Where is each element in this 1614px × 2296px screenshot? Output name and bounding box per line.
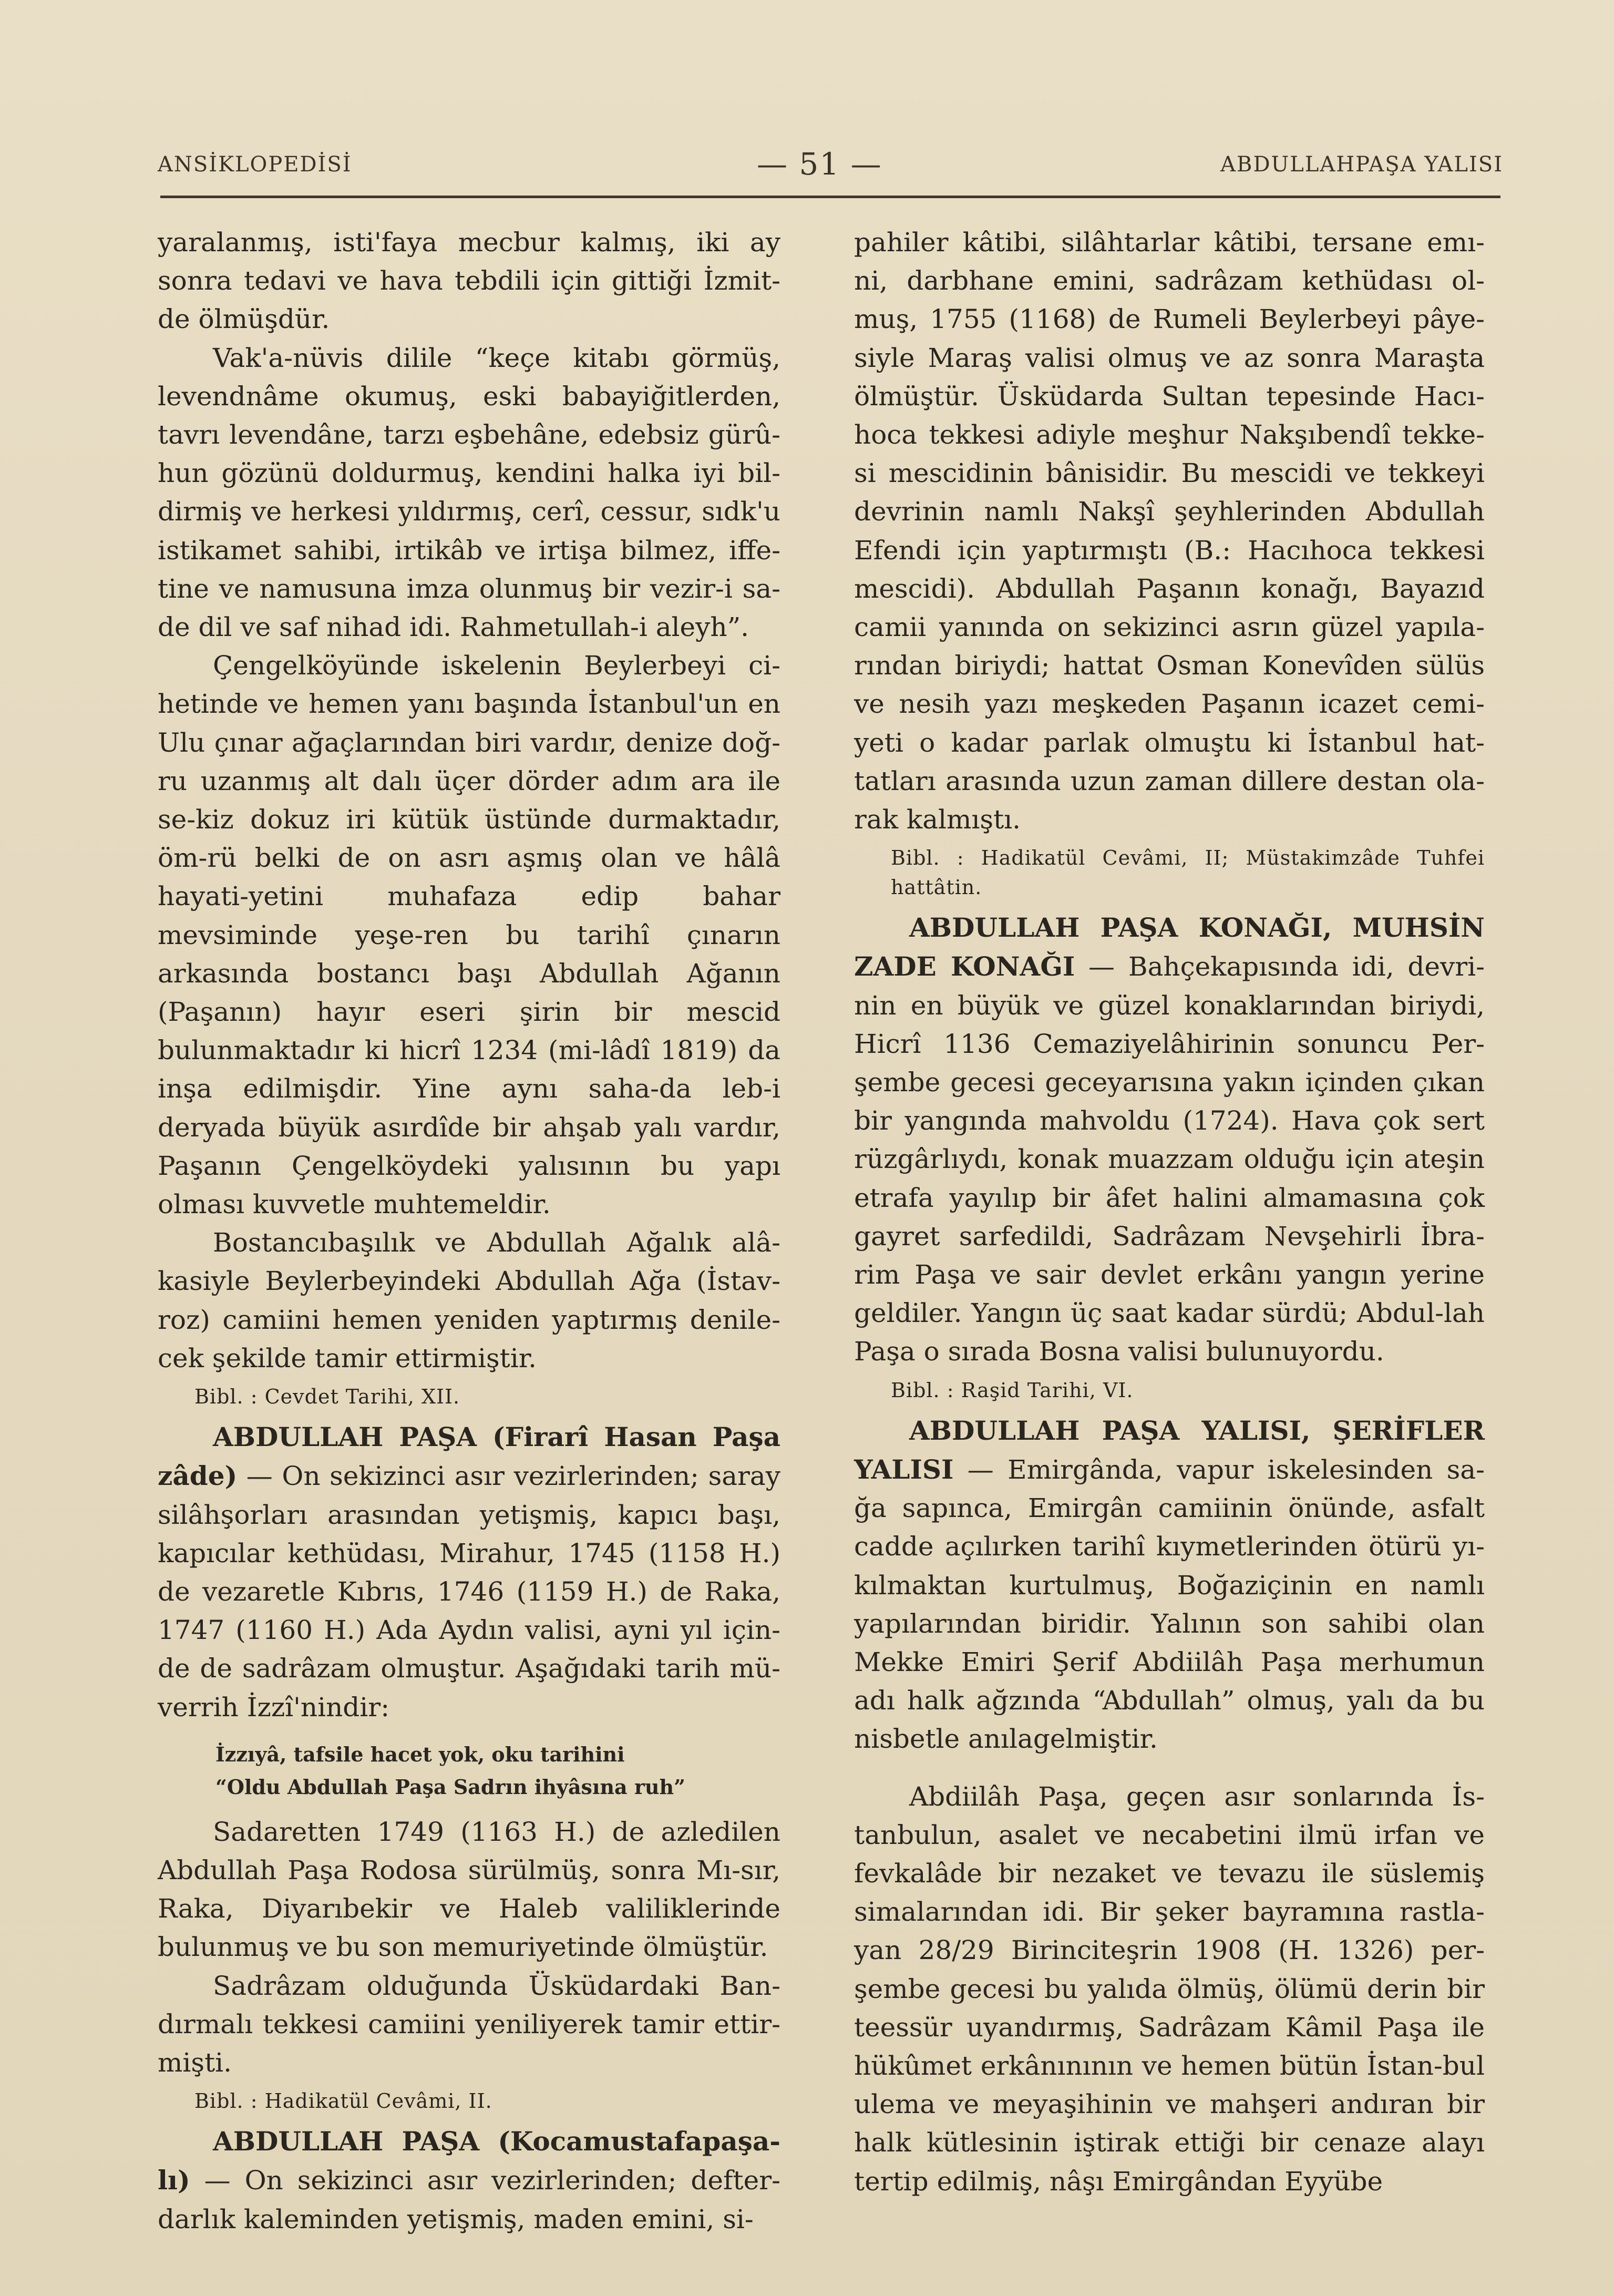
right-column bbox=[854, 223, 1485, 2201]
page-number: — 51 — bbox=[757, 146, 882, 182]
paragraph: Vak'a-nüvis dilile “keçe kitabı görmüş, levendnâme okumuş, eski babayiğitlerden, tavrı levendâne, tarzı eşbehâne, edebsiz gürû-hun gözünü doldurmuş, kendini halka iyi bil-dirmiş ve herkesi yıldırmış, cerî, cessur, sıdk'u istikamet sahibi, irtikâb ve irtişa bilmez, iffe-tine ve namusuna imza olunmuş bir vezir-i sa-de dil ve saf nihad idi. Rahmetullah-i aleyh”. bbox=[158, 342, 780, 643]
paragraph: Bostancıbaşılık ve Abdullah Ağalık alâ-kasiyle Beylerbeyindeki Abdullah Ağa (İstav-roz) camiini hemen yeniden yaptırmış denile-cek şekilde tamir ettirmiştir. bbox=[158, 1227, 780, 1374]
entry-abdullah-pasa-kocamustafapasali bbox=[158, 2122, 780, 2239]
bibliography: Bibl. : Hadikatül Cevâmi, II; Müstakimzâde Tuhfei hattâtin. bbox=[891, 846, 1485, 899]
entry-body: — Emirgânda, vapur iskelesinden sa-ğa sapınca, Emirgân camiinin önünde, asfalt cadde açılırken tarihî kıymetlerinden ötürü yı-kılmaktan kurtulmuş, Boğaziçinin en namlı yapılarından biridir. Yalının son sahibi olan Mekke Emiri Şerif Abdiilâh Paşa merhumun adı halk ağzında “Abdullah” olmuş, yalı da bu nisbetle anılagelmiştir. bbox=[854, 1454, 1485, 1755]
entry-heading: ABDULLAH PAŞA (Kocamustafapaşa-lı) bbox=[158, 2126, 780, 2196]
bibliography: Bibl. : Cevdet Tarihi, XII. bbox=[194, 1385, 460, 1409]
verse-line: İzzıyâ, tafsile hacet yok, oku tarihini bbox=[215, 1742, 625, 1766]
spacer bbox=[854, 1759, 1485, 1778]
entry-abdullah-pasa-konagi bbox=[854, 908, 1485, 1371]
entry-heading: ABDULLAH PAŞA KONAĞI, MUHSİN ZADE KONAĞI bbox=[854, 912, 1485, 982]
header-rule bbox=[160, 196, 1500, 198]
entry-heading: ABDULLAH PAŞA (Firarî Hasan Paşa zâde) bbox=[158, 1421, 780, 1492]
paragraph: Sadaretten 1749 (1163 H.) de azledilen Abdullah Paşa Rodosa sürülmüş, sonra Mı-sır, Raka, Diyarıbekir ve Haleb valiliklerinde bulunmuş ve bu son memuriyetinde ölmüştür. bbox=[158, 1816, 780, 1963]
entry-abdullah-pasa-yalisi bbox=[854, 1411, 1485, 1759]
bibliography: Bibl. : Raşid Tarihi, VI. bbox=[891, 1378, 1134, 1402]
entry-heading: ABDULLAH PAŞA YALISI, ŞERİFLER YALISI bbox=[854, 1414, 1485, 1485]
paragraph: yaralanmış, isti'faya mecbur kalmış, iki ay sonra tedavi ve hava tebdili için gittiği İzmit-de ölmüşdür. bbox=[158, 227, 780, 335]
page-header bbox=[158, 146, 1503, 200]
entry-body: — On sekizinci asır vezirlerinden; saray silâhşorları arasından yetişmiş, kapıcı başı, kapıcılar kethüdası, Mirahur, 1745 (1158 H.) de vezaretle Kıbrıs, 1746 (1159 H.) de Raka, 1747 (1160 H.) Ada Aydın valisi, ayni yıl için-de de sadrâzam olmuştur. Aşağıdaki tarih mü-verrih İzzî'nindir: bbox=[158, 1461, 780, 1723]
bibliography: Bibl. : Hadikatül Cevâmi, II. bbox=[194, 2089, 492, 2113]
paragraph: Sadrâzam olduğunda Üsküdardaki Ban-dırmalı tekkesi camiini yeniliyerek tamir ettir-mişti. bbox=[158, 1970, 780, 2078]
paragraph: Çengelköyünde iskelenin Beylerbeyi ci-hetinde ve hemen yanı başında İstanbul'un en Ulu çınar ağaçlarından biri vardır, denize doğ-ru uzanmış alt dalı üçer dörder adım ara ile se-kiz dokuz iri kütük üstünde durmaktadır, öm-rü belki de on asrı aşmış olan ve hâlâ hayati-yetini muhafaza edip bahar mevsiminde yeşe-ren bu tarihî çınarın arkasında bostancı başı Abdullah Ağanın (Paşanın) hayır eseri şirin bir mescid bulunmaktadır ki hicrî 1234 (mi-lâdî 1819) da inşa edilmişdir. Yine aynı saha-da leb-i deryada büyük asırdîde bir ahşab yalı vardır, Paşanın Çengelköydeki yalısının bu yapı olması kuvvetle muhtemeldir. bbox=[158, 650, 780, 1220]
verse bbox=[215, 1738, 780, 1803]
header-right-title: ABDULLAHPAŞA YALISI bbox=[1220, 152, 1503, 177]
left-column bbox=[158, 223, 780, 2239]
paragraph: pahiler kâtibi, silâhtarlar kâtibi, tersane emı-ni, darbhane emini, sadrâzam kethüdası ol-muş, 1755 (1168) de Rumeli Beylerbeyi pâye-siyle Maraş valisi olmuş ve az sonra Maraşta ölmüştür. Üsküdarda Sultan tepesinde Hacı-hoca tekkesi adiyle meşhur Nakşıbendî tekke-si mescidinin bânisidir. Bu mescidi ve tekkeyi devrinin namlı Nakşî şeyhlerinden Abdullah Efendi için yaptırmıştı (B.: Hacıhoca tekkesi mescidi). Abdullah Paşanın konağı, Bayazıd camii yanında on sekizinci asrın güzel yapıla-rından biriydi; hattat Osman Konevîden sülüs ve nesih yazı meşkeden Paşanın icazet cemi-yeti o kadar parlak olmuştu ki İstanbul hat-tatları arasında uzun zaman dillere destan ola-rak kalmıştı. bbox=[854, 227, 1485, 835]
header-left-title: ANSİKLOPEDİSİ bbox=[158, 152, 352, 177]
verse-line: “Oldu Abdullah Paşa Sadrın ihyâsına ruh” bbox=[215, 1775, 686, 1799]
entry-body: — On sekizinci asır vezirlerinden; defter-darlık kaleminden yetişmiş, maden emini, si- bbox=[158, 2165, 780, 2234]
paragraph: Abdiilâh Paşa, geçen asır sonlarında İs-tanbulun, asalet ve necabetini ilmü irfan ve fevkalâde bir nezaket ve tevazu ile süslemiş simalarından idi. Bir şeker bayramına rastla-yan 28/29 Birinciteşrin 1908 (H. 1326) per-şembe gecesi bu yalıda ölmüş, ölümü derin bir teessür uyandırmış, Sadrâzam Kâmil Paşa ile hükûmet erkânınının ve hemen bütün İstan-bul ulema ve meyaşihinin ve mahşeri andıran bir halk kütlesinin iştirak ettiği bir cenaze alayı tertip edilmiş, nâşı Emirgândan Eyyübe bbox=[854, 1781, 1485, 2197]
entry-body: — Bahçekapısında idi, devri-nin en büyük ve güzel konaklarından biriydi, Hicrî 1136 Cemaziyelâhirinin sonuncu Per-şembe gecesi geceyarısına yakın içinden çıkan bir yangında mahvoldu (1724). Hava çok sert rüzgârlıydı, konak muazzam olduğu için ateşin etrafa yayılıp bir âfet halini almamasına çok gayret sarfedildi, Sadrâzam Nevşehirli İbra-rim Paşa ve sair devlet erkânı yangın yerine geldiler. Yangın üç saat kadar sürdü; Abdul-lah Paşa o sırada Bosna valisi bulunuyordu. bbox=[854, 951, 1485, 1367]
entry-abdullah-pasa-firari bbox=[158, 1418, 780, 1727]
